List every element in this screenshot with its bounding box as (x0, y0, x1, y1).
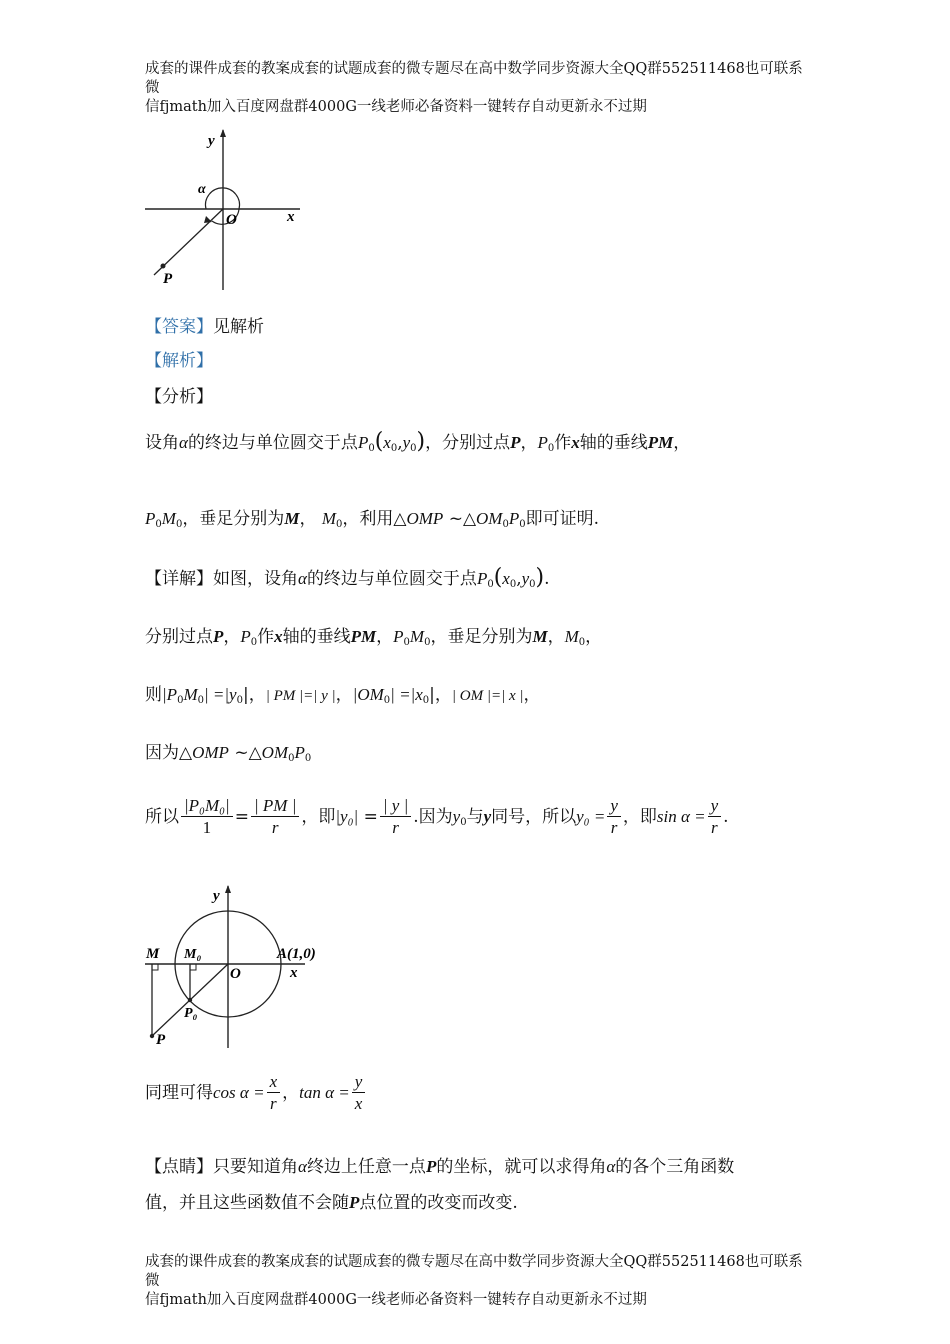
text: 点位置的改变而改变. (359, 1193, 518, 1213)
sep: ， (547, 627, 565, 647)
subscript: 0 (383, 695, 391, 706)
page-footer (145, 1253, 815, 1310)
fig2-p-label: P (156, 1032, 166, 1048)
fig1-x-label: x (287, 209, 295, 225)
text: ，利用 (342, 509, 394, 529)
denominator: x (354, 1094, 363, 1113)
paren: ) (416, 429, 426, 454)
analysis-line-2 (145, 504, 599, 530)
text: 设角 (145, 433, 179, 453)
p0-symbol: P (240, 627, 251, 646)
text: 分别过点 (145, 627, 213, 647)
abs-om0: |OM (352, 685, 384, 704)
header-line-2: 信fjmath加入百度网盘群4000G一线老师必备资料一键转存自动更新永不过期 (145, 99, 647, 115)
figure-angle-diagram (140, 125, 310, 295)
answer-tag: 【答案】 (145, 317, 213, 337)
tan-equals: tan α = (299, 1083, 350, 1102)
p-symbol: P (508, 509, 520, 528)
subscript: 0 (403, 637, 410, 648)
pm-symbol: PM (647, 433, 674, 452)
similar-symbol: ~ (448, 509, 463, 529)
period: . (544, 569, 550, 589)
sep: ， (376, 627, 394, 647)
fenxi-tag: 【分析】 (145, 387, 213, 407)
point-p-dot (150, 1034, 154, 1038)
text: 的坐标，就可以求得角 (436, 1157, 607, 1177)
fraction-y-over-r-2 (607, 796, 621, 839)
text: 的各个三角函数 (615, 1157, 735, 1177)
subscript: 0 (177, 695, 184, 706)
header-line-1: 成套的课件成套的教案成套的试题成套的微专题尽在高中数学同步资源大全QQ群552511468也可联系微 (145, 61, 803, 96)
p-symbol: P (349, 1193, 360, 1212)
text: 只要知道角 (213, 1157, 298, 1177)
fraction-pm-over-r (251, 796, 299, 839)
fraction-cos (267, 1072, 281, 1115)
text: 同理可得 (145, 1083, 213, 1103)
y-symbol: y (521, 569, 530, 588)
fraction-p0m0-over-1 (181, 796, 233, 839)
m-symbol: M (409, 627, 425, 646)
fig1-p-label: P (163, 271, 173, 287)
paren: ) (535, 565, 545, 590)
text: ，垂足分别为 (430, 627, 533, 647)
alpha-symbol: α (298, 1157, 307, 1176)
text: 因为 (145, 743, 179, 763)
fig2-a-label: A(1,0) (277, 946, 316, 962)
denominator: r (392, 818, 399, 837)
similar-symbol: ~ (234, 743, 249, 763)
abs-eq-x0: | =|x (390, 685, 423, 704)
x-symbol: x (383, 433, 391, 452)
p-symbol: P (294, 743, 305, 762)
x-symbol: x (502, 569, 510, 588)
jiexi-tag: 【解析】 (145, 351, 213, 371)
fig1-origin-label: O (226, 212, 237, 228)
text: ，分别过点 (425, 433, 511, 453)
p-symbol: P (213, 627, 224, 646)
m-symbol: M (284, 509, 300, 528)
sep: ， (282, 1083, 300, 1103)
point-p0-dot (188, 998, 192, 1002)
dianjing-line-2 (145, 1188, 518, 1213)
numerator: x (267, 1072, 281, 1093)
text: 即可证明. (525, 509, 600, 529)
detail-line-1 (145, 564, 550, 590)
denominator: r (610, 818, 618, 837)
sep: ， (520, 433, 538, 453)
abs-pm: | PM |=| y | (265, 688, 336, 704)
subscript: 0 (155, 519, 162, 530)
fraction-tan (352, 1072, 366, 1115)
text: 的终边与单位圆交于点 (187, 433, 358, 453)
footer-line-1: 成套的课件成套的教案成套的试题成套的微专题尽在高中数学同步资源大全QQ群552511468也可联系微 (145, 1254, 803, 1289)
triangle-om0p0: △OM (462, 509, 503, 528)
text: 轴的垂线 (282, 627, 351, 647)
abs-bar: | (242, 685, 249, 705)
p0-symbol: P (357, 433, 369, 452)
p-symbol: P (425, 1157, 437, 1176)
text: 作 (257, 627, 275, 647)
subscript: 0 (368, 443, 375, 454)
triangle-omp: △OMP (179, 743, 229, 762)
y-axis-arrow (220, 129, 226, 137)
analysis-line-1 (145, 428, 690, 454)
x-symbol: x (571, 433, 580, 452)
denominator: 1 (202, 818, 212, 837)
point-p-dot (161, 264, 166, 269)
subscript: 0 (424, 637, 431, 648)
subscript: 0 (410, 443, 417, 454)
subscript: 0 (509, 579, 517, 590)
page-header (145, 60, 815, 117)
detail-line-5: 所以 $\frac{\text{|P₀M₀|}}{1}$ = $\frac{| PM |}{r}$ ，即|y₀| = $\frac{| y |}{r}$ .因为$y_0$与y同号，所以y₀ = $\frac{y}{r}$ ，即sin α = $\frac{y}{r}$ . (145, 796, 729, 837)
subscript: 0 (460, 817, 467, 828)
fraction-y-over-r (380, 796, 411, 839)
text: ，即 (301, 807, 336, 827)
m-symbol: M (532, 627, 548, 646)
sin-equals: sin α = (656, 807, 706, 826)
alpha-symbol: α (179, 433, 188, 452)
m-symbol: M (183, 685, 198, 704)
fig2-x-label: x (290, 965, 298, 981)
paren: ( (374, 429, 384, 454)
subscript: 0 (487, 579, 494, 590)
fig2-m-label: M (146, 946, 160, 962)
numerator: y (352, 1072, 366, 1093)
sep: ， (523, 685, 541, 705)
abs-p0m0: |P (162, 685, 178, 704)
denominator: r (271, 818, 279, 837)
alpha-symbol: α (298, 569, 307, 588)
abs-eq: | =|y (203, 685, 237, 704)
detail-line-2 (145, 622, 602, 648)
numerator: | PM | (251, 796, 299, 817)
answer-text: 见解析 (213, 317, 264, 337)
abs-y0: |y₀| (335, 807, 359, 826)
text: 作 (554, 433, 572, 453)
denominator: r (270, 1094, 277, 1113)
text: 的终边与单位圆交于点 (306, 569, 477, 589)
text: ，垂足分别为 (182, 509, 285, 529)
text: 值，并且这些函数值不会随 (145, 1193, 349, 1213)
dianjing-line-1 (145, 1152, 734, 1177)
detail-line-3 (145, 680, 541, 706)
p0-symbol: P (476, 569, 488, 588)
subscript: 0 (236, 695, 243, 706)
text: .因为 (413, 807, 453, 827)
answer-line (145, 312, 264, 337)
subscript: 0 (502, 519, 509, 530)
subscript: 0 (390, 443, 398, 454)
comma: , (397, 433, 403, 453)
p0-symbol: P (537, 433, 548, 452)
triangle-omp: △OMP (393, 509, 444, 528)
figure-unit-circle-diagram (140, 880, 340, 1050)
subscript: 0 (304, 753, 312, 764)
p0m0-symbol: P (145, 509, 156, 528)
numerator: | y | (380, 796, 411, 817)
text: 同号，所以 (491, 807, 577, 827)
subscript: 0 (197, 695, 204, 706)
period: . (723, 807, 729, 827)
text: 则 (145, 685, 162, 705)
y-symbol: y (402, 433, 411, 452)
subscript: 0 (547, 443, 555, 454)
subscript: 0 (250, 637, 258, 648)
fraction-sin (708, 796, 722, 839)
subscript: 0 (175, 519, 183, 530)
abs-om: | OM |=| x | (451, 688, 524, 704)
fig2-origin-label: O (230, 966, 241, 982)
right-angle-m0 (190, 964, 196, 970)
y0-equals: y₀ = (576, 807, 606, 826)
text: 轴的垂线 (579, 433, 648, 453)
sep: ， (335, 685, 353, 705)
numerator: |P₀M₀| (181, 796, 233, 817)
p-symbol: P (510, 433, 521, 452)
sep: ， (434, 685, 452, 705)
subscript: 0 (578, 637, 586, 648)
footer-line-2: 信fjmath加入百度网盘群4000G一线老师必备资料一键转存自动更新永不过期 (145, 1292, 647, 1308)
numerator: y (607, 796, 621, 817)
y-symbol: y (452, 807, 461, 826)
paren: ( (493, 565, 503, 590)
m-symbol: M (161, 509, 176, 528)
denominator: r (711, 818, 718, 837)
text: 终边上任意一点 (306, 1157, 426, 1177)
angle-arc-arrow (204, 216, 212, 223)
detail-tag: 【详解】 (145, 569, 213, 589)
dianjing-tag: 【点睛】 (145, 1157, 213, 1177)
x-symbol: x (274, 627, 283, 646)
m0-symbol: M (564, 627, 579, 646)
subscript: 0 (529, 579, 536, 590)
fig1-alpha-label: α (198, 182, 206, 197)
subscript: 0 (336, 519, 343, 530)
sep: ， (223, 627, 241, 647)
cos-equals: cos α = (213, 1083, 265, 1102)
subscript: 0 (519, 519, 526, 530)
text: ， (673, 433, 691, 453)
text: 如图，设角 (213, 569, 298, 589)
numerator: y (708, 796, 722, 817)
pm-symbol: PM (350, 627, 377, 646)
comma: , (516, 569, 522, 589)
detail-line-tongli (145, 1072, 367, 1115)
triangle-om0p0: △OM (248, 743, 289, 762)
fig2-m0-label: M₀ (184, 947, 202, 962)
text: 与 (466, 807, 484, 827)
right-angle-m (152, 964, 158, 970)
m0-symbol: M (321, 509, 337, 528)
fig2-y-label: y (213, 888, 220, 904)
abs-bar: | (429, 685, 435, 705)
text: ，即 (622, 807, 657, 827)
p0-symbol: P (393, 627, 404, 646)
fig1-y-label: y (208, 133, 215, 149)
y-axis-arrow (225, 885, 231, 893)
text: ， (299, 509, 317, 529)
y-symbol: y (483, 807, 492, 826)
subscript: 0 (422, 695, 430, 706)
text: 所以 (145, 807, 179, 827)
sep: ， (248, 685, 266, 705)
sep: ， (585, 627, 603, 647)
subscript: 0 (288, 753, 295, 764)
fig2-p0-label: P₀ (184, 1006, 198, 1021)
alpha-symbol: α (606, 1157, 616, 1176)
detail-line-4 (145, 738, 311, 764)
